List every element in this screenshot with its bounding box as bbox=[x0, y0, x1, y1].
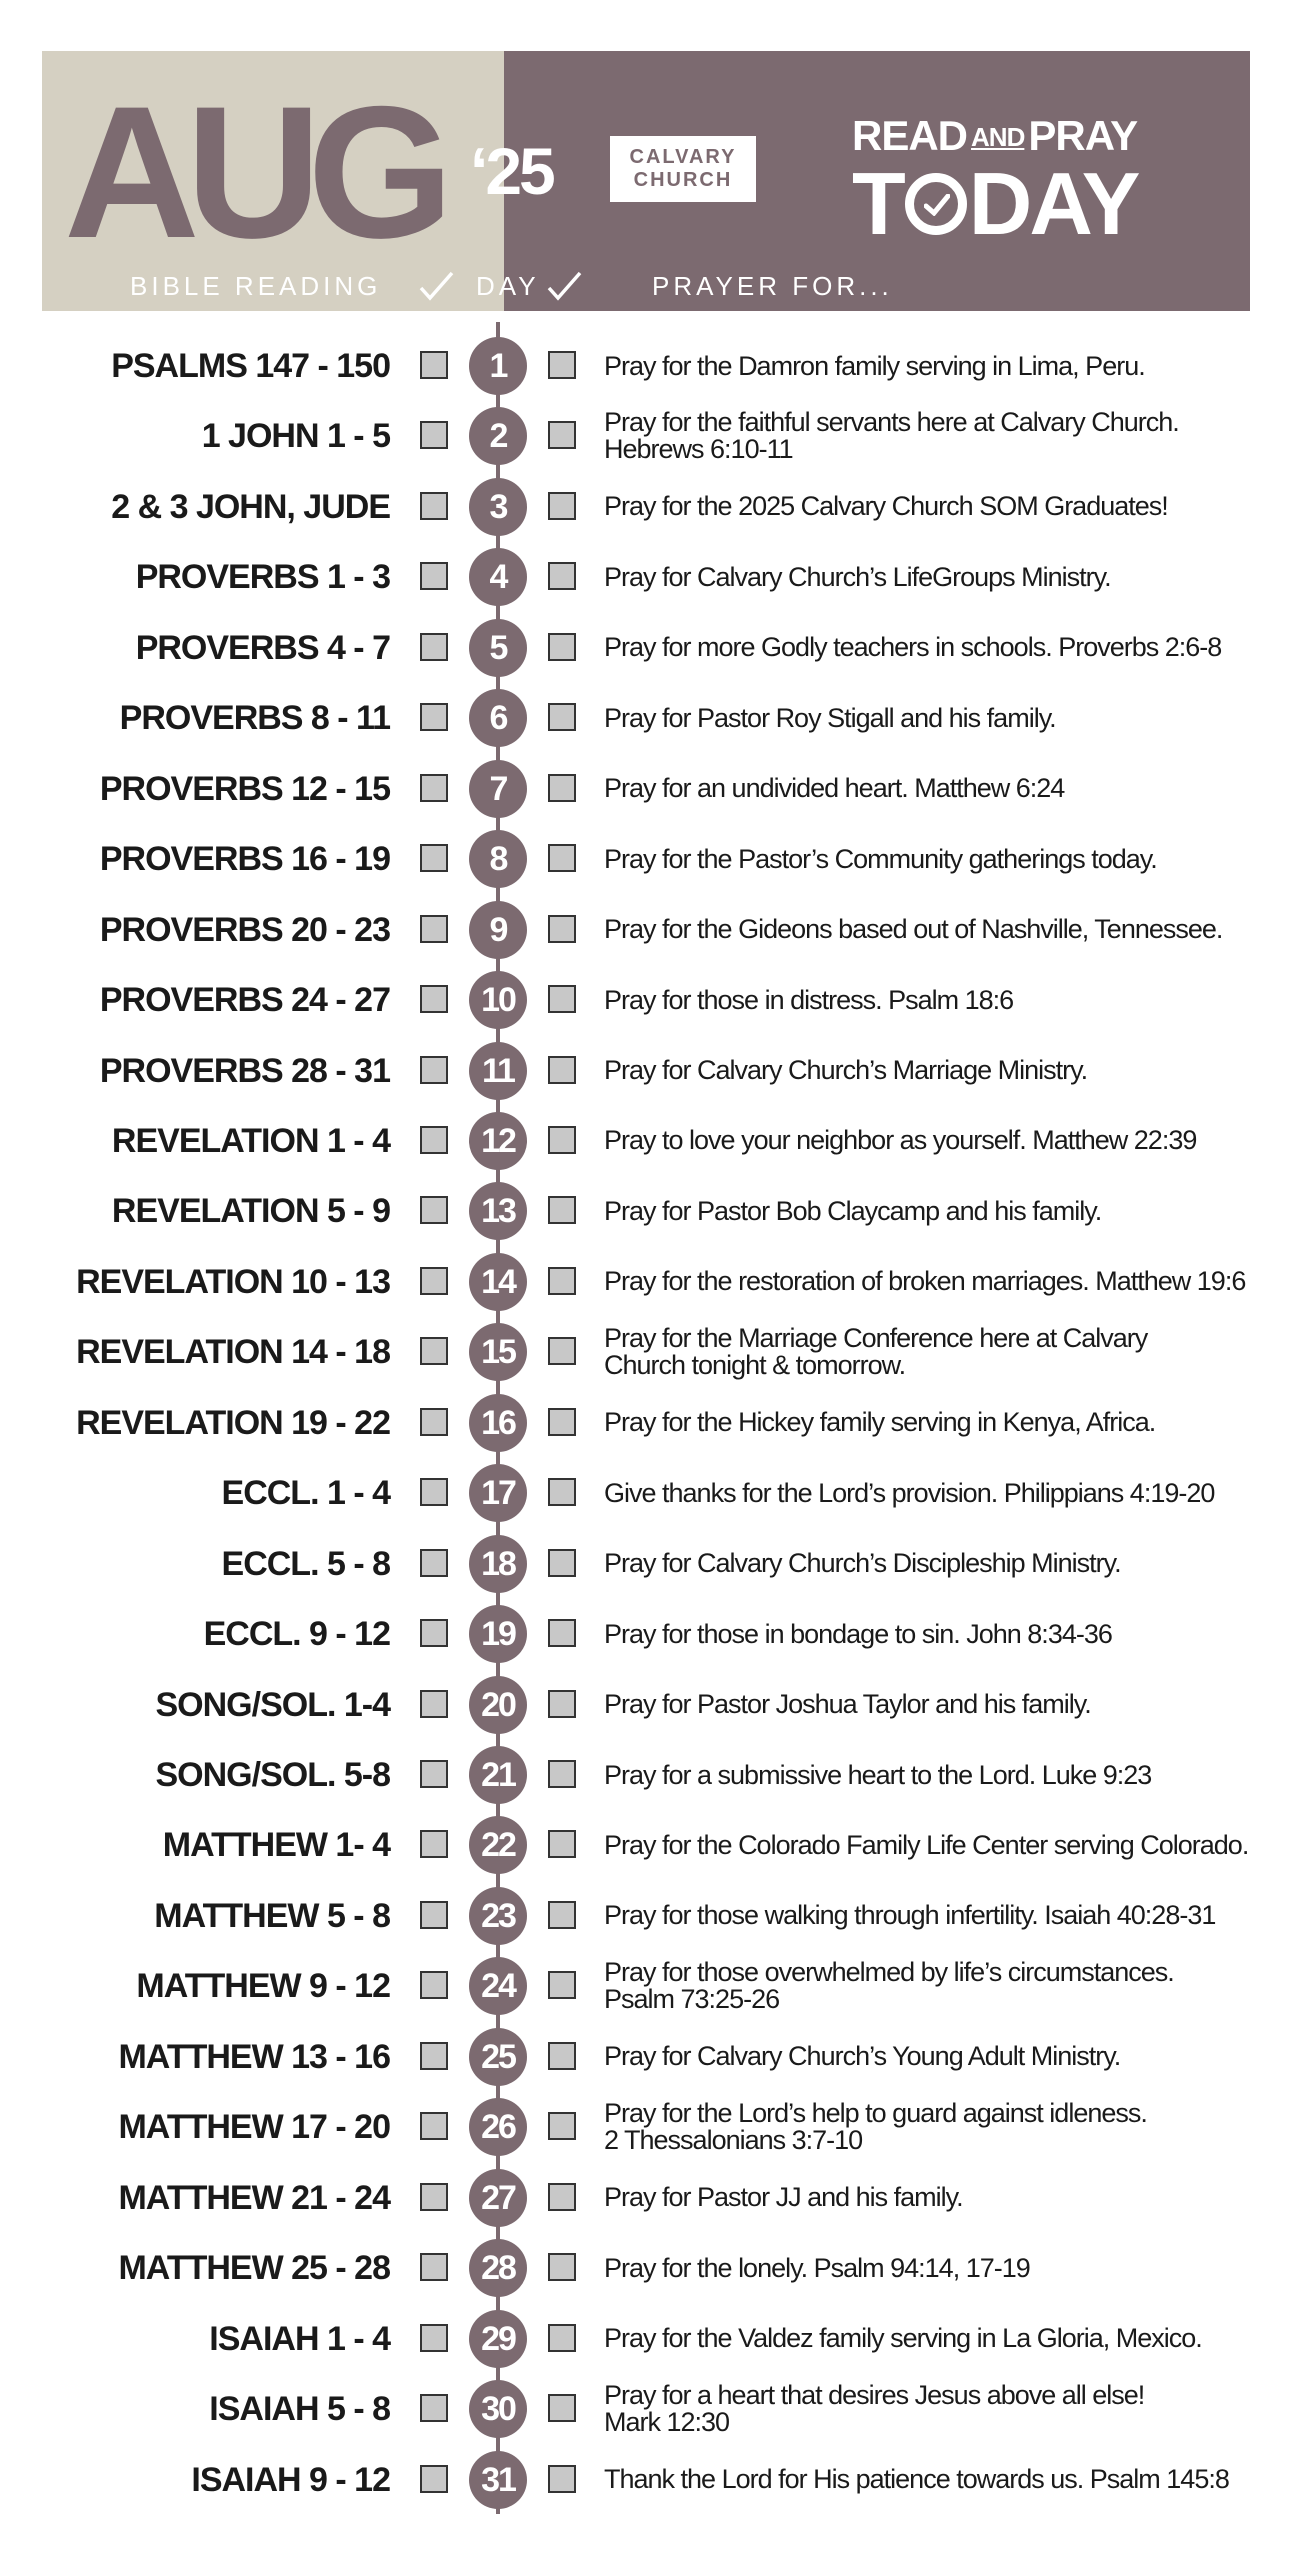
reading-checkbox[interactable] bbox=[420, 421, 448, 449]
prayer-line: Pray for an undivided heart. Matthew 6:24 bbox=[604, 773, 1065, 804]
prayer-checkbox[interactable] bbox=[548, 1901, 576, 1929]
prayer-checkbox[interactable] bbox=[548, 2465, 576, 2493]
reading-row bbox=[0, 2022, 1300, 2092]
bible-reading-label: MATTHEW 5 - 8 bbox=[154, 1896, 390, 1935]
bible-reading-label: ECCL. 1 - 4 bbox=[221, 1474, 390, 1513]
day-number-badge: 1 bbox=[469, 337, 527, 395]
prayer-line: Give thanks for the Lord’s provision. Philippians 4:19-20 bbox=[604, 1477, 1215, 1508]
bible-reading-label: PROVERBS 24 - 27 bbox=[99, 981, 390, 1020]
reading-checkbox[interactable] bbox=[420, 1126, 448, 1154]
day-number-badge: 19 bbox=[469, 1605, 527, 1663]
prayer-text bbox=[604, 2092, 1264, 2162]
reading-row bbox=[0, 401, 1300, 471]
brand-today-t: T bbox=[852, 154, 903, 253]
prayer-line: Pray for the Hickey family serving in Kenya, Africa. bbox=[604, 1407, 1156, 1438]
prayer-checkbox[interactable] bbox=[548, 421, 576, 449]
prayer-for-header: PRAYER FOR... bbox=[652, 271, 893, 301]
reading-checkbox[interactable] bbox=[420, 703, 448, 731]
prayer-text bbox=[604, 401, 1264, 471]
bible-reading-label: ISAIAH 1 - 4 bbox=[209, 2319, 390, 2358]
prayer-line: Pray for the lonely. Psalm 94:14, 17-19 bbox=[604, 2252, 1030, 2283]
reading-checkbox[interactable] bbox=[420, 2253, 448, 2281]
prayer-text bbox=[604, 1810, 1264, 1880]
prayer-line: Pray for Calvary Church’s Marriage Ministry. bbox=[604, 1055, 1088, 1085]
reading-checkbox[interactable] bbox=[420, 562, 448, 590]
bible-reading-header: BIBLE READING bbox=[130, 271, 382, 301]
reading-row bbox=[0, 1529, 1300, 1599]
prayer-text bbox=[604, 2163, 1264, 2233]
prayer-line: Psalm 73:25-26 bbox=[604, 1984, 780, 2015]
bible-reading-label: PROVERBS 8 - 11 bbox=[119, 699, 390, 738]
prayer-checkbox[interactable] bbox=[548, 351, 576, 379]
prayer-text bbox=[604, 1388, 1264, 1458]
brand-and: AND bbox=[971, 122, 1025, 152]
prayer-checkbox[interactable] bbox=[548, 1619, 576, 1647]
day-number-badge: 2 bbox=[469, 407, 527, 465]
reading-row bbox=[0, 542, 1300, 612]
prayer-text bbox=[604, 1458, 1264, 1528]
prayer-line: Pray for the 2025 Calvary Church SOM Graduates! bbox=[604, 491, 1168, 522]
prayer-line: Pray for the Damron family serving in Lima, Peru. bbox=[604, 350, 1145, 381]
prayer-text bbox=[604, 1036, 1264, 1106]
bible-reading-label: 2 & 3 JOHN, JUDE bbox=[111, 487, 390, 526]
prayer-text bbox=[604, 2304, 1264, 2374]
prayer-line: Pray for more Godly teachers in schools. Proverbs 2:6-8 bbox=[604, 632, 1222, 663]
reading-row bbox=[0, 2233, 1300, 2303]
prayer-line: Pray for Pastor Roy Stigall and his family. bbox=[604, 702, 1056, 733]
prayer-text bbox=[604, 613, 1264, 683]
prayer-text bbox=[604, 2022, 1264, 2092]
reading-checkbox[interactable] bbox=[420, 2042, 448, 2070]
reading-row bbox=[0, 2163, 1300, 2233]
prayer-text bbox=[604, 683, 1264, 753]
prayer-line: Pray for the Valdez family serving in La Gloria, Mexico. bbox=[604, 2323, 1202, 2354]
prayer-checkbox[interactable] bbox=[548, 1056, 576, 1084]
prayer-checkbox[interactable] bbox=[548, 1971, 576, 1999]
day-number-badge: 25 bbox=[469, 2028, 527, 2086]
reading-checkbox[interactable] bbox=[420, 844, 448, 872]
reading-row bbox=[0, 1458, 1300, 1528]
reading-checkbox[interactable] bbox=[420, 1971, 448, 1999]
day-number-badge: 18 bbox=[469, 1535, 527, 1593]
reading-checkbox[interactable] bbox=[420, 2465, 448, 2493]
prayer-checkbox[interactable] bbox=[548, 774, 576, 802]
bible-reading-label: REVELATION 1 - 4 bbox=[111, 1121, 390, 1160]
bible-reading-label: ISAIAH 9 - 12 bbox=[191, 2460, 390, 2499]
prayer-checkbox[interactable] bbox=[548, 1549, 576, 1577]
prayer-checkbox[interactable] bbox=[548, 1196, 576, 1224]
bible-reading-label: MATTHEW 25 - 28 bbox=[118, 2249, 390, 2288]
reading-checkbox[interactable] bbox=[420, 2183, 448, 2211]
prayer-line: Pray for the restoration of broken marriages. Matthew 19:6 bbox=[604, 1266, 1246, 1297]
reading-row bbox=[0, 1247, 1300, 1317]
reading-row bbox=[0, 754, 1300, 824]
reading-checkbox[interactable] bbox=[420, 1478, 448, 1506]
prayer-checkbox[interactable] bbox=[548, 562, 576, 590]
prayer-text bbox=[604, 1951, 1264, 2021]
year-label: ‘25 bbox=[470, 134, 553, 208]
prayer-checkbox[interactable] bbox=[548, 985, 576, 1013]
day-number-badge: 8 bbox=[469, 830, 527, 888]
reading-row bbox=[0, 472, 1300, 542]
reading-checkbox[interactable] bbox=[420, 351, 448, 379]
prayer-checkbox[interactable] bbox=[548, 2042, 576, 2070]
prayer-line: Pray to love your neighbor as yourself. Matthew 22:39 bbox=[604, 1125, 1197, 1156]
prayer-checkbox[interactable] bbox=[548, 1478, 576, 1506]
bible-reading-label: PROVERBS 4 - 7 bbox=[135, 628, 390, 667]
prayer-line: Church tonight & tomorrow. bbox=[604, 1350, 906, 1381]
prayer-checkbox[interactable] bbox=[548, 703, 576, 731]
prayer-text bbox=[604, 1176, 1264, 1246]
prayer-checkbox[interactable] bbox=[548, 2324, 576, 2352]
prayer-text bbox=[604, 1106, 1264, 1176]
prayer-checkbox[interactable] bbox=[548, 1337, 576, 1365]
reading-checkbox[interactable] bbox=[420, 1267, 448, 1295]
prayer-line: Pray for Calvary Church’s Young Adult Ministry. bbox=[604, 2041, 1121, 2072]
prayer-checkbox[interactable] bbox=[548, 2253, 576, 2281]
bible-reading-label: PROVERBS 1 - 3 bbox=[135, 558, 390, 597]
prayer-text bbox=[604, 2374, 1264, 2444]
day-number-badge: 4 bbox=[469, 548, 527, 606]
bible-reading-label: MATTHEW 17 - 20 bbox=[118, 2108, 390, 2147]
prayer-text bbox=[604, 965, 1264, 1035]
prayer-line: Pray for Calvary Church’s Discipleship Ministry. bbox=[604, 1548, 1121, 1579]
reading-row bbox=[0, 613, 1300, 683]
brand-today-rest: DAY bbox=[968, 154, 1138, 253]
bible-reading-label: PROVERBS 20 - 23 bbox=[99, 910, 390, 949]
reading-row bbox=[0, 2092, 1300, 2162]
prayer-line: Pray for a submissive heart to the Lord. Luke 9:23 bbox=[604, 1759, 1152, 1790]
brand-pray: PRAY bbox=[1028, 112, 1138, 159]
bible-reading-label: ISAIAH 5 - 8 bbox=[209, 2390, 390, 2429]
prayer-line: Hebrews 6:10-11 bbox=[604, 434, 793, 465]
reading-row bbox=[0, 1106, 1300, 1176]
month-title: AUG bbox=[64, 67, 440, 277]
prayer-text bbox=[604, 1881, 1264, 1951]
reading-row bbox=[0, 1951, 1300, 2021]
logo-line-2: CHURCH bbox=[633, 169, 733, 191]
prayer-line: 2 Thessalonians 3:7-10 bbox=[604, 2125, 863, 2156]
day-number-badge: 14 bbox=[469, 1253, 527, 1311]
day-number-badge: 24 bbox=[469, 1957, 527, 2015]
prayer-text bbox=[604, 1599, 1264, 1669]
reading-checkbox[interactable] bbox=[420, 915, 448, 943]
day-number-badge: 17 bbox=[469, 1464, 527, 1522]
reading-row bbox=[0, 965, 1300, 1035]
bible-reading-label: MATTHEW 1- 4 bbox=[162, 1826, 390, 1865]
day-number-badge: 21 bbox=[469, 1746, 527, 1804]
day-number-badge: 3 bbox=[469, 478, 527, 536]
day-number-badge: 20 bbox=[469, 1676, 527, 1734]
prayer-line: Pray for those walking through infertility. Isaiah 40:28-31 bbox=[604, 1900, 1216, 1931]
bible-reading-label: SONG/SOL. 1-4 bbox=[155, 1685, 390, 1724]
reading-row bbox=[0, 2445, 1300, 2515]
day-number-badge: 23 bbox=[469, 1887, 527, 1945]
prayer-text bbox=[604, 1740, 1264, 1810]
prayer-line: Pray for the Marriage Conference here at Calvary bbox=[604, 1323, 1148, 1354]
prayer-checkbox[interactable] bbox=[548, 2112, 576, 2140]
day-number-badge: 16 bbox=[469, 1394, 527, 1452]
reading-checkbox[interactable] bbox=[420, 1196, 448, 1224]
prayer-line: Pray for the Lord’s help to guard against idleness. bbox=[604, 2098, 1147, 2129]
day-number-badge: 28 bbox=[469, 2239, 527, 2297]
reading-checkbox[interactable] bbox=[420, 1760, 448, 1788]
day-number-badge: 11 bbox=[469, 1042, 527, 1100]
reading-checkbox[interactable] bbox=[420, 1901, 448, 1929]
reading-checkbox[interactable] bbox=[420, 774, 448, 802]
prayer-text bbox=[604, 754, 1264, 824]
prayer-text bbox=[604, 1317, 1264, 1387]
prayer-line: Pray for the Gideons based out of Nashville, Tennessee. bbox=[604, 914, 1223, 945]
prayer-line: Pray for Pastor Bob Claycamp and his family. bbox=[604, 1195, 1102, 1226]
day-number-badge: 27 bbox=[469, 2169, 527, 2227]
logo-line-1: CALVARY bbox=[629, 146, 737, 168]
reading-row bbox=[0, 1176, 1300, 1246]
reading-row bbox=[0, 1599, 1300, 1669]
bible-reading-label: REVELATION 5 - 9 bbox=[111, 1192, 390, 1231]
reading-row bbox=[0, 824, 1300, 894]
brand-read: READ bbox=[852, 112, 968, 159]
reading-row bbox=[0, 1810, 1300, 1880]
reading-checkbox[interactable] bbox=[420, 2394, 448, 2422]
reading-checkbox[interactable] bbox=[420, 2112, 448, 2140]
bible-reading-label: MATTHEW 13 - 16 bbox=[118, 2037, 390, 2076]
prayer-checkbox[interactable] bbox=[548, 2183, 576, 2211]
reading-row bbox=[0, 895, 1300, 965]
reading-checkbox[interactable] bbox=[420, 985, 448, 1013]
bible-reading-label: PSALMS 147 - 150 bbox=[111, 347, 390, 385]
reading-row bbox=[0, 1036, 1300, 1106]
reading-checkbox[interactable] bbox=[420, 1056, 448, 1084]
bible-reading-label: REVELATION 14 - 18 bbox=[76, 1333, 390, 1372]
prayer-line: Pray for the faithful servants here at Calvary Church. bbox=[604, 407, 1179, 438]
reading-row bbox=[0, 1670, 1300, 1740]
reading-row bbox=[0, 1317, 1300, 1387]
day-number-badge: 13 bbox=[469, 1182, 527, 1240]
reading-checkbox[interactable] bbox=[420, 633, 448, 661]
prayer-checkbox[interactable] bbox=[548, 492, 576, 520]
day-number-badge: 10 bbox=[469, 971, 527, 1029]
prayer-text bbox=[604, 1247, 1264, 1317]
day-number-badge: 12 bbox=[469, 1112, 527, 1170]
reading-checkbox[interactable] bbox=[420, 1408, 448, 1436]
bible-reading-label: REVELATION 10 - 13 bbox=[76, 1262, 390, 1301]
bible-reading-label: MATTHEW 21 - 24 bbox=[118, 2178, 390, 2217]
reading-checkbox[interactable] bbox=[420, 2324, 448, 2352]
prayer-checkbox[interactable] bbox=[548, 915, 576, 943]
bible-reading-label: PROVERBS 16 - 19 bbox=[99, 840, 390, 879]
prayer-line: Pray for Pastor Joshua Taylor and his family. bbox=[604, 1689, 1091, 1720]
prayer-text bbox=[604, 1670, 1264, 1740]
day-number-badge: 15 bbox=[469, 1323, 527, 1381]
reading-row bbox=[0, 331, 1300, 401]
bible-reading-label: PROVERBS 12 - 15 bbox=[99, 769, 390, 808]
prayer-checkbox[interactable] bbox=[548, 844, 576, 872]
reading-checkbox[interactable] bbox=[420, 1619, 448, 1647]
reading-row bbox=[0, 1881, 1300, 1951]
prayer-text bbox=[604, 895, 1264, 965]
reading-checkbox[interactable] bbox=[420, 1337, 448, 1365]
bible-reading-label: SONG/SOL. 5-8 bbox=[155, 1756, 390, 1794]
prayer-text bbox=[604, 331, 1264, 401]
prayer-line: Thank the Lord for His patience towards us. Psalm 145:8 bbox=[604, 2464, 1229, 2494]
prayer-checkbox[interactable] bbox=[548, 1267, 576, 1295]
prayer-line: Pray for a heart that desires Jesus above all else! bbox=[604, 2380, 1145, 2411]
prayer-line: Mark 12:30 bbox=[604, 2407, 730, 2438]
prayer-checkbox[interactable] bbox=[548, 1760, 576, 1788]
day-number-badge: 7 bbox=[469, 760, 527, 818]
day-number-badge: 6 bbox=[469, 689, 527, 747]
prayer-text bbox=[604, 542, 1264, 612]
prayer-line: Pray for those overwhelmed by life’s circumstances. bbox=[604, 1957, 1174, 1988]
prayer-checkbox[interactable] bbox=[548, 2394, 576, 2422]
day-number-badge: 5 bbox=[469, 619, 527, 677]
day-number-badge: 31 bbox=[469, 2451, 527, 2509]
day-number-badge: 26 bbox=[469, 2098, 527, 2156]
reading-checkbox[interactable] bbox=[420, 1830, 448, 1858]
prayer-text bbox=[604, 472, 1264, 542]
prayer-checkbox[interactable] bbox=[548, 1408, 576, 1436]
prayer-checkbox[interactable] bbox=[548, 1690, 576, 1718]
reading-checkbox[interactable] bbox=[420, 492, 448, 520]
reading-checkbox[interactable] bbox=[420, 1690, 448, 1718]
bible-reading-label: ECCL. 5 - 8 bbox=[221, 1544, 390, 1583]
day-number-badge: 22 bbox=[469, 1816, 527, 1874]
bible-reading-label: MATTHEW 9 - 12 bbox=[136, 1967, 390, 2006]
day-number-badge: 30 bbox=[469, 2380, 527, 2438]
prayer-line: Pray for the Colorado Family Life Center serving Colorado. bbox=[604, 1829, 1249, 1860]
reading-row bbox=[0, 2304, 1300, 2374]
reading-row bbox=[0, 1388, 1300, 1458]
prayer-text bbox=[604, 2445, 1264, 2515]
prayer-line: Pray for those in bondage to sin. John 8:34-36 bbox=[604, 1618, 1112, 1649]
prayer-checkbox[interactable] bbox=[548, 1830, 576, 1858]
reading-row bbox=[0, 2374, 1300, 2444]
prayer-text bbox=[604, 1529, 1264, 1599]
prayer-text bbox=[604, 2233, 1264, 2303]
day-number-badge: 29 bbox=[469, 2310, 527, 2368]
prayer-line: Pray for those in distress. Psalm 18:6 bbox=[604, 984, 1014, 1015]
prayer-text bbox=[604, 824, 1264, 894]
prayer-line: Pray for Calvary Church’s LifeGroups Ministry. bbox=[604, 561, 1111, 592]
reading-row bbox=[0, 1740, 1300, 1810]
bible-reading-label: PROVERBS 28 - 31 bbox=[99, 1051, 390, 1090]
bible-reading-label: ECCL. 9 - 12 bbox=[203, 1615, 390, 1654]
day-number-badge: 9 bbox=[469, 901, 527, 959]
reading-checkbox[interactable] bbox=[420, 1549, 448, 1577]
reading-row bbox=[0, 683, 1300, 753]
prayer-checkbox[interactable] bbox=[548, 633, 576, 661]
bible-reading-label: REVELATION 19 - 22 bbox=[76, 1403, 390, 1442]
prayer-line: Pray for the Pastor’s Community gatherings today. bbox=[604, 843, 1157, 874]
bible-reading-label: 1 JOHN 1 - 5 bbox=[201, 417, 390, 456]
prayer-line: Pray for Pastor JJ and his family. bbox=[604, 2182, 963, 2213]
prayer-checkbox[interactable] bbox=[548, 1126, 576, 1154]
day-header: DAY bbox=[476, 271, 540, 301]
